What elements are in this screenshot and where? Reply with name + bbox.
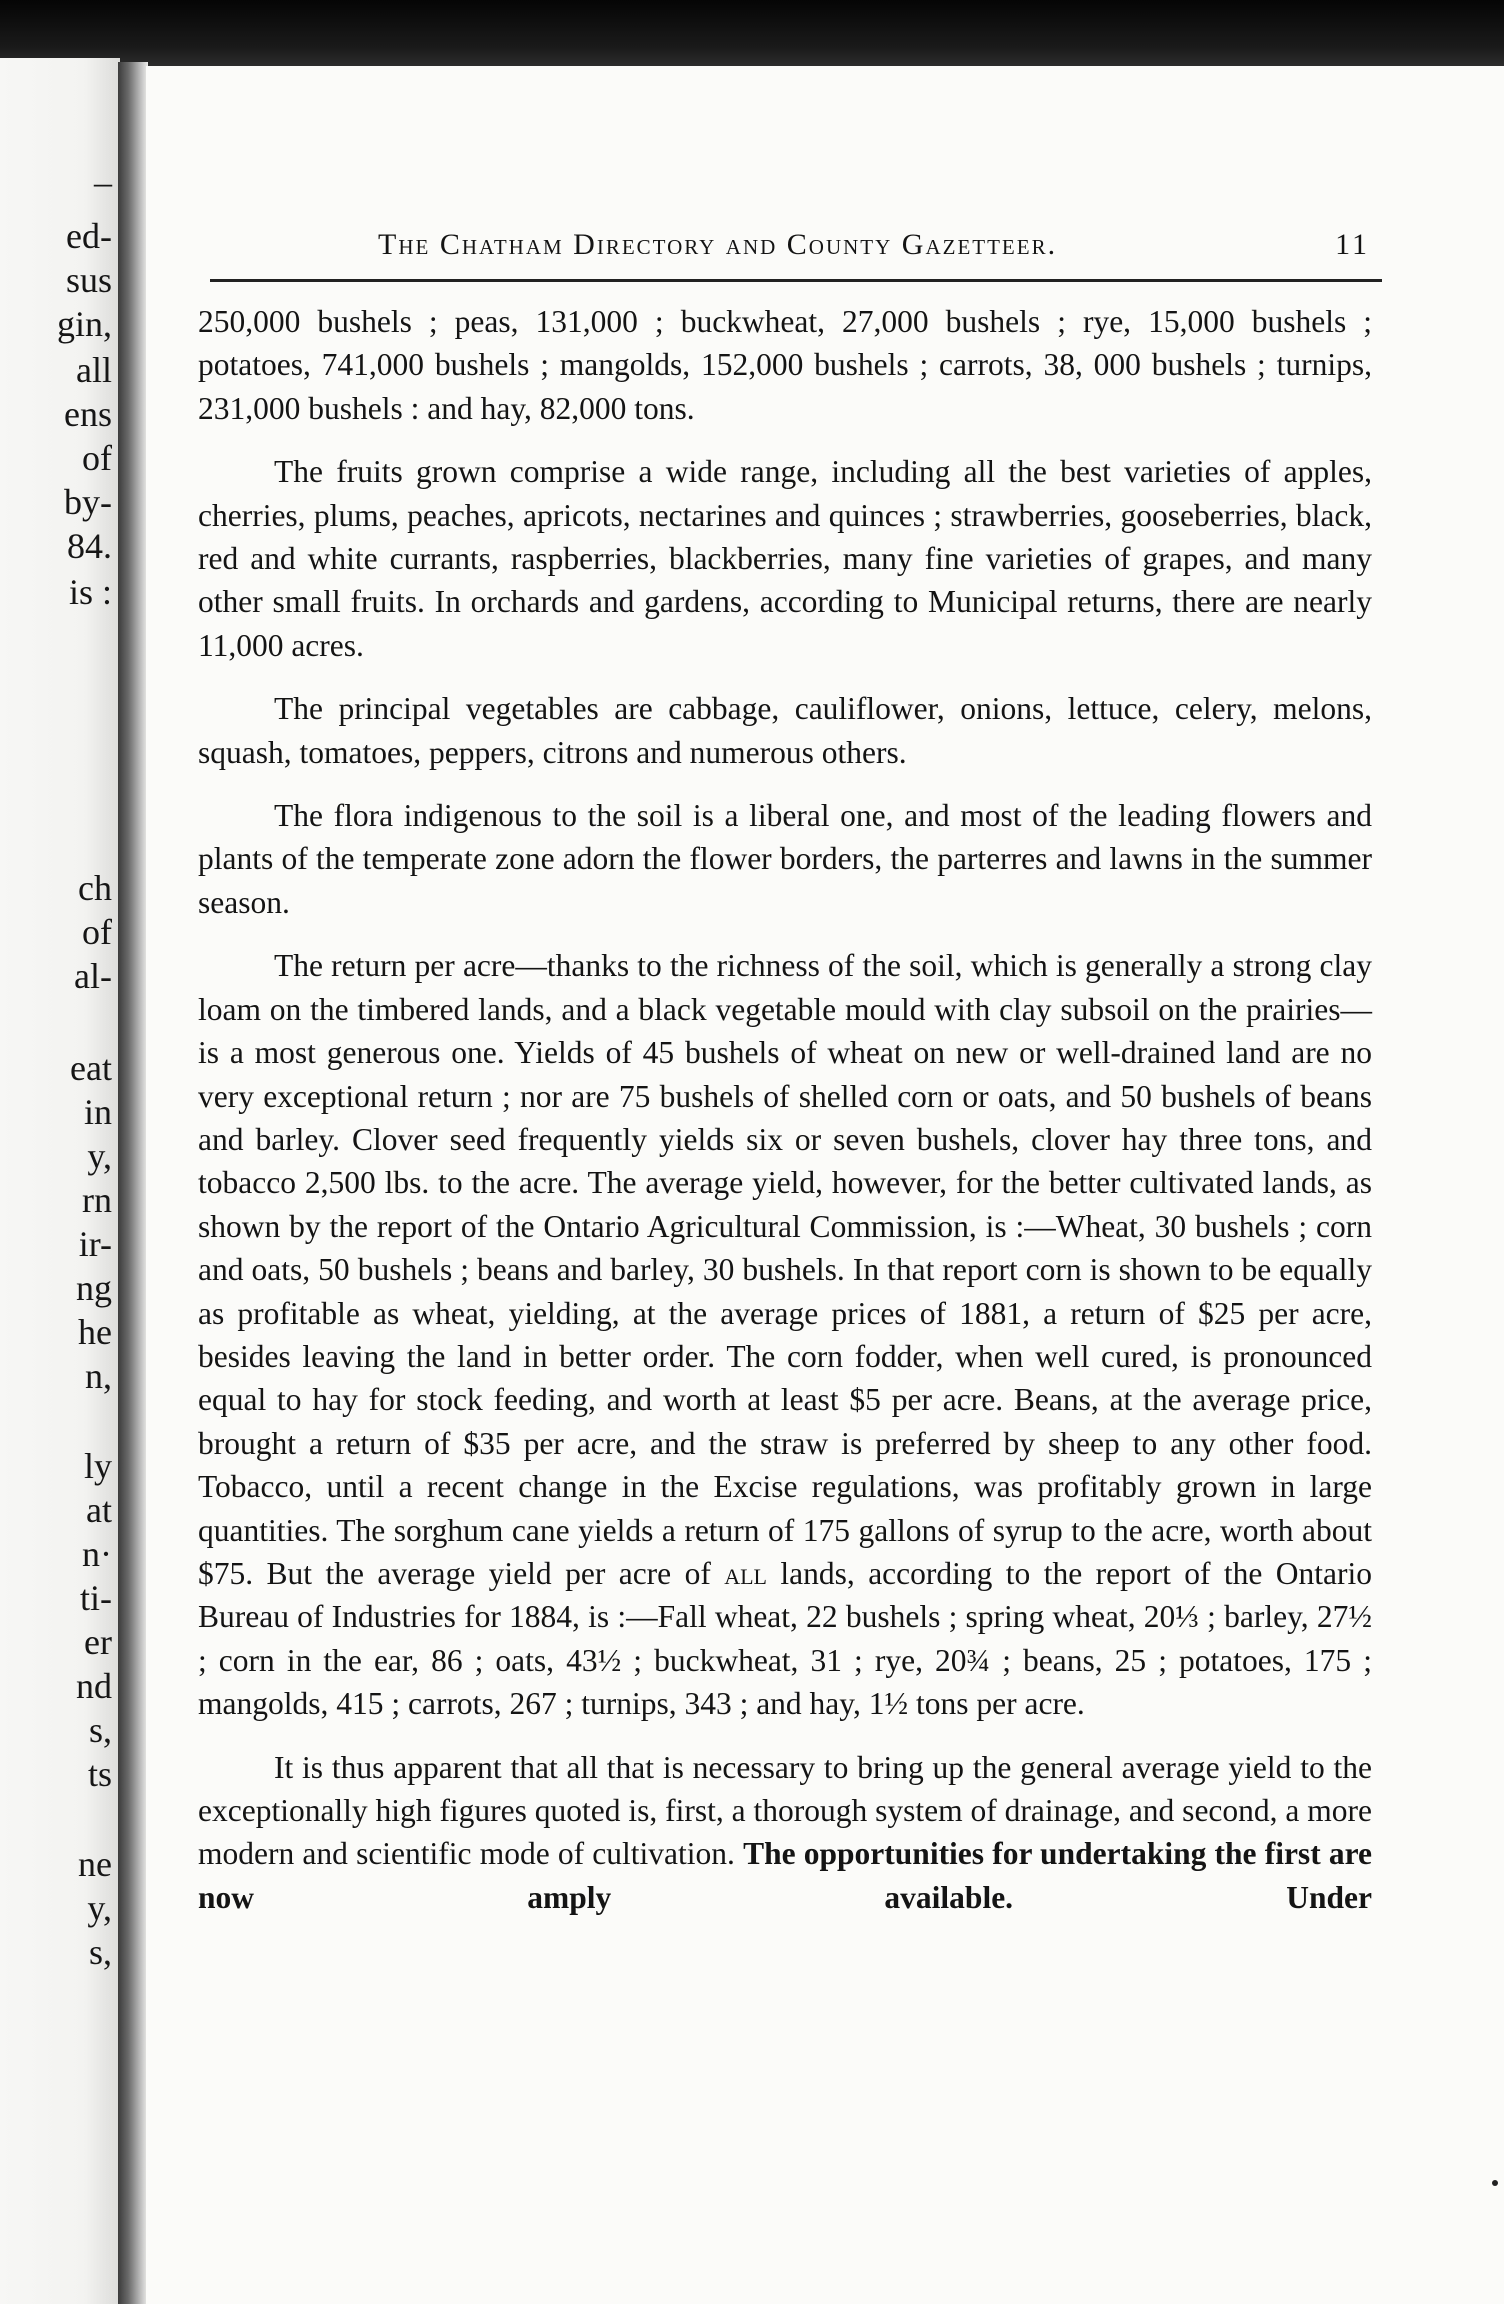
return-per-acre-text-a: The return per acre—thanks to the richness of the soil, which is generally a strong clay loam on the timbered lands, and a black vegetable mould with clay subsoil on the prairies—is a most generous one. Yields of 45 bushels of wheat on new or well-drained land are no very exceptional return ; nor are 75 bushels of shelled corn or oats, and 50 bushels of beans and barley. Clover seed frequently yields six or seven bushels, clover hay three tons, and tobacco 2,500 lbs. to the acre. The average yield, however, for the better cultivated lands, as shown by the report of the Ontario Agricultural Commission, is :—Wheat, 30 bushels ; corn and oats, 50 bushels ; beans and barley, 30 bushels. In that report corn is shown to be equally as profitable as wheat, yielding, at the average prices of 1881, a return of $25 per acre, besides leaving the land in better order. The corn fodder, when well cured, is pronounced equal to hay for stock feeding, and worth at least $5 per acre. Beans, at the average price, brought a return of $35 per acre, and the straw is preferred by sheep to any other food. Tobacco, until a recent change in the Excise regulations, was profitably grown in large quantities. The sorghum cane yields a return of 175 gallons of syrup to the acre, worth about $75. But the average yield per acre of: [198, 948, 1372, 1591]
drainage-text: It is thus apparent that all that is necessary to bring up the general average yield to the exceptionally high figures quoted is, first, a thorough system of drainage, and second, a more modern and scientific mode of cultivation.: [198, 1749, 1372, 1872]
facing-page-fragment: n,: [85, 1356, 112, 1396]
facing-page-fragment: s,: [88, 1932, 112, 1972]
return-per-acre-text-b: lands, according to the report of the Ontario Bureau of Industries for 1884, is :—Fall wheat, 22 bushels ; spring wheat, 20⅓ ; barley, 27½ ; corn in the ear, 86 ; oats, 43½ ; buckwheat, 31 ; rye, 20¾ ; beans, 25 ; potatoes, 175 ; mangolds, 415 ; carrots, 267 ; turnips, 343 ; and hay, 1½ tons per acre.: [198, 1555, 1373, 1722]
page-number: 11: [1335, 228, 1370, 261]
facing-page-fragment: in: [83, 1092, 112, 1132]
facing-page-fragment: eat: [70, 1048, 112, 1088]
facing-page-fragment: 84.: [67, 526, 112, 566]
paragraph-flora: The flora indigenous to the soil is a liberal one, and most of the leading flowers and plants of the temperate zone adorn the flower borders, the parterres and lawns in the summer season.: [198, 798, 1372, 920]
header-rule: [210, 279, 1382, 282]
facing-page-fragment: of: [82, 912, 112, 952]
paragraph-return-per-acre: [198, 944, 1372, 1725]
facing-page-fragment: nd: [76, 1666, 112, 1706]
facing-page-fragment: all: [76, 350, 112, 390]
facing-page-left: [0, 58, 120, 2304]
paragraph-crops-continued: 250,000 bushels ; peas, 131,000 ; buckwheat, 27,000 bushels ; rye, 15,000 bushels ; potatoes, 741,000 bushels ; mangolds, 152,000 bushels ; carrots, 38, 000 bushels ; turnips, 231,000 bushels : and hay, 82,000 tons.: [198, 304, 1372, 426]
facing-page-fragment: gin,: [56, 304, 112, 344]
facing-page-fragment: he: [78, 1312, 112, 1352]
facing-page-fragment: by-: [64, 482, 112, 522]
facing-page-fragment: ly: [83, 1446, 112, 1486]
running-header: [230, 228, 1370, 276]
facing-page-fragment: is :: [68, 572, 112, 612]
running-title: The Chatham Directory and County Gazetteer.: [378, 228, 1058, 261]
paragraph-vegetables: The principal vegetables are cabbage, cauliflower, onions, lettuce, celery, melons, squash, tomatoes, peppers, citrons and numerous others.: [198, 691, 1372, 770]
facing-page-fragment: ne: [78, 1844, 112, 1884]
facing-page-fragment: al-: [74, 956, 112, 996]
drainage-bold-text: The opportunities for undertaking the first are now amply available. Under: [198, 1836, 1373, 1915]
facing-page-fragment: ir-: [78, 1224, 112, 1264]
small-caps-all: all: [724, 1555, 767, 1591]
facing-page-fragment: sus: [65, 260, 112, 300]
facing-page-fragment: rn: [82, 1180, 112, 1220]
book-gutter-shadow: [118, 62, 148, 2304]
facing-page-fragment: ti-: [80, 1578, 112, 1618]
body-text: [198, 300, 1372, 1919]
facing-page-fragment: ts: [87, 1754, 112, 1794]
facing-page-fragment: n·: [82, 1534, 112, 1574]
facing-page-fragment: y,: [87, 1136, 112, 1176]
facing-page-fragment: y,: [87, 1888, 112, 1928]
margin-speck: [1492, 2180, 1498, 2186]
facing-page-fragment: ng: [76, 1268, 112, 1308]
facing-page-fragment: ens: [64, 394, 112, 434]
facing-page-fragment: of: [82, 438, 112, 478]
paragraph-drainage: [198, 1746, 1372, 1920]
facing-page-fragment: er: [84, 1622, 112, 1662]
facing-page-fragment: s,: [88, 1710, 112, 1750]
facing-page-fragment: ch: [78, 868, 112, 908]
facing-page-fragment: –: [94, 162, 112, 202]
facing-page-fragment: ed-: [66, 216, 112, 256]
paragraph-fruits: The fruits grown comprise a wide range, including all the best varieties of apples, cherries, plums, peaches, apricots, nectarines and quinces ; strawberries, gooseberries, black, red and white currants, raspberries, blackberries, many fine varieties of grapes, and many other small fruits. In orchards and gardens, according to Municipal returns, there are nearly 11,000 acres.: [198, 454, 1372, 663]
facing-page-fragment: at: [86, 1490, 112, 1530]
